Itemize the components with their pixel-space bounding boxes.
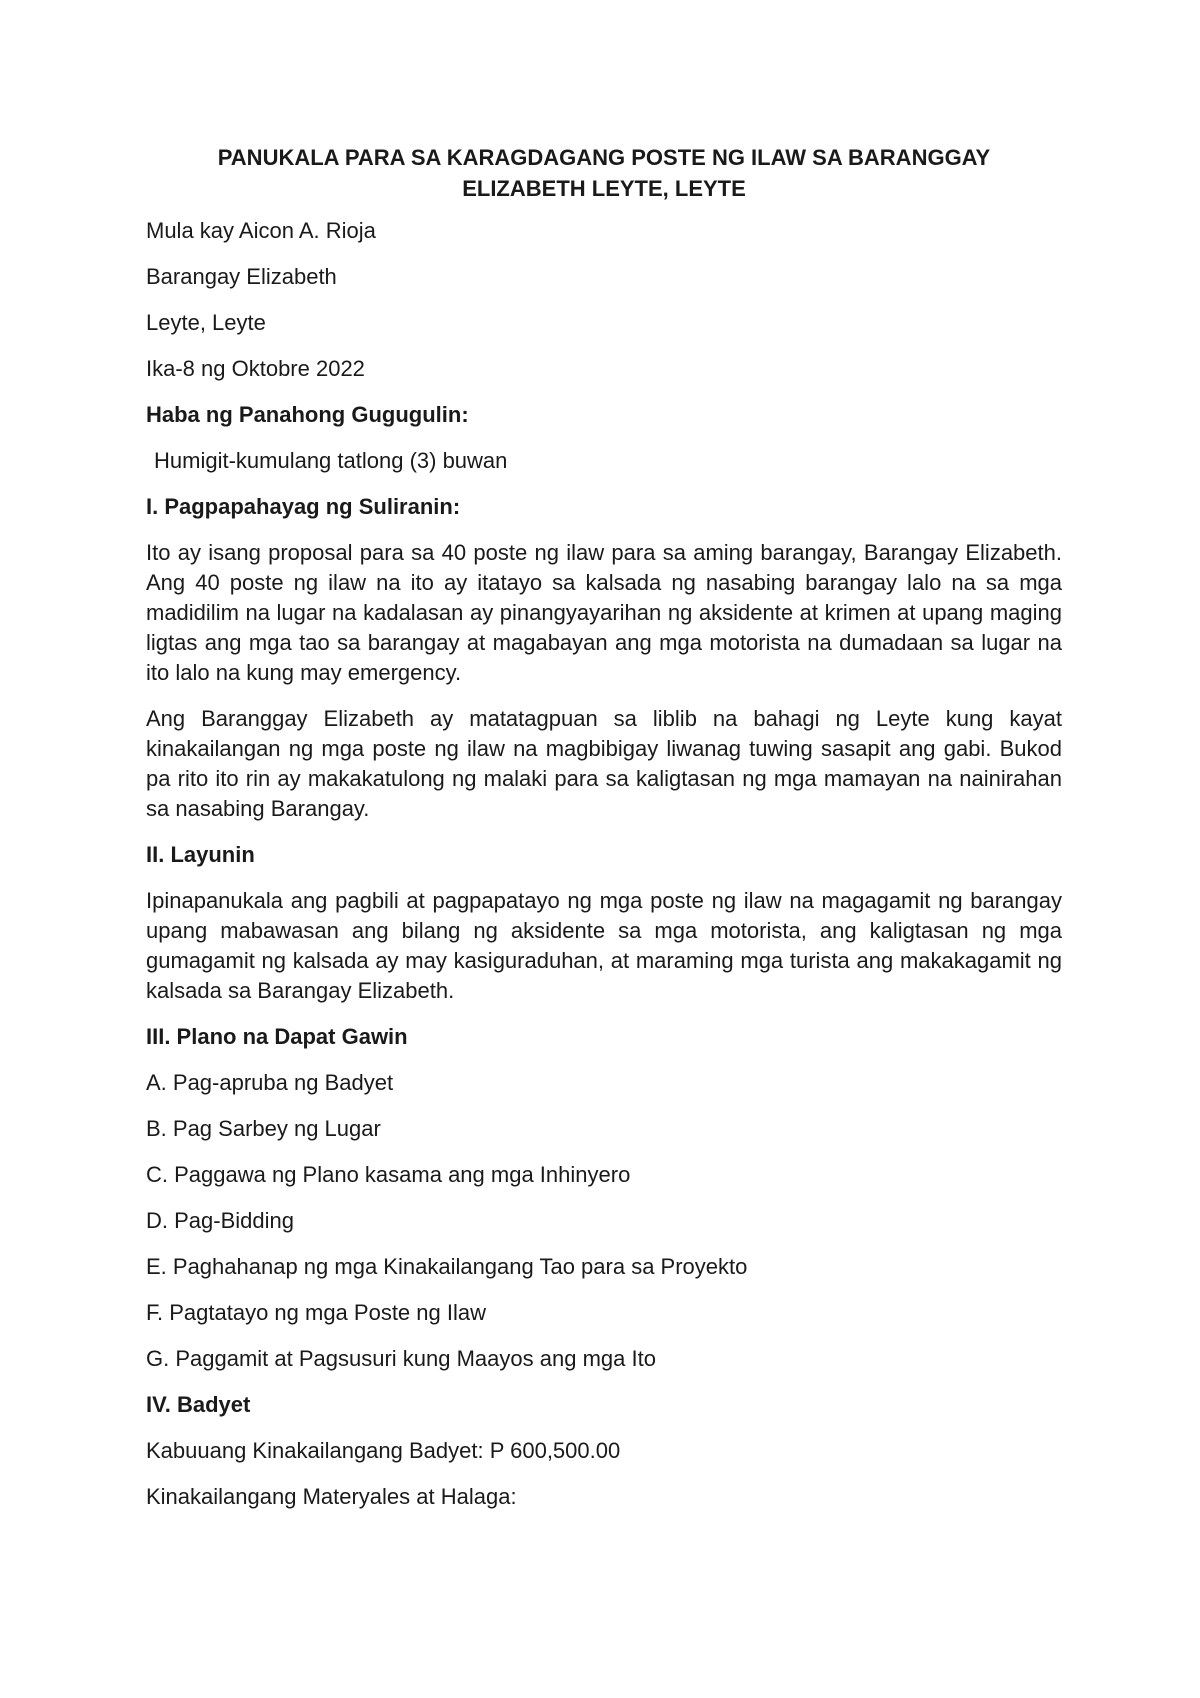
plan-item: D. Pag-Bidding <box>146 1208 294 1233</box>
section-1-heading: I. Pagpapahayag ng Suliranin: <box>146 494 461 519</box>
plan-item: E. Paghahanap ng mga Kinakailangang Tao para sa Proyekto <box>146 1254 748 1279</box>
author-line: Mula kay Aicon A. Rioja <box>146 218 376 243</box>
materials-label: Kinakailangang Materyales at Halaga: <box>146 1484 517 1509</box>
location-line: Leyte, Leyte <box>146 310 266 335</box>
duration-text: Humigit-kumulang tatlong (3) buwan <box>154 448 508 473</box>
plan-list <box>146 1068 1062 1374</box>
date-line: Ika-8 ng Oktobre 2022 <box>146 356 365 381</box>
section-4-heading: IV. Badyet <box>146 1392 251 1417</box>
section-3-heading: III. Plano na Dapat Gawin <box>146 1024 408 1049</box>
section-2-heading: II. Layunin <box>146 842 255 867</box>
document-body <box>146 142 1062 1528</box>
plan-item: C. Paggawa ng Plano kasama ang mga Inhinyero <box>146 1162 631 1187</box>
plan-item: A. Pag-apruba ng Badyet <box>146 1070 394 1095</box>
title-line-1: PANUKALA PARA SA KARAGDAGANG POSTE NG ILAW SA BARANGGAY <box>217 145 991 170</box>
budget-total: Kabuuang Kinakailangang Badyet: P 600,500.00 <box>146 1438 621 1463</box>
document-title <box>146 142 1062 204</box>
barangay-line: Barangay Elizabeth <box>146 264 337 289</box>
plan-item: B. Pag Sarbey ng Lugar <box>146 1116 381 1141</box>
section-2-paragraph-1: Ipinapanukala ang pagbili at pagpapatayo ng mga poste ng ilaw na magagamit ng barangay upang mabawasan ang bilang ng aksidente sa mga motorista, ang kaligtasan ng mga gumagamit ng kalsada ay may kasiguraduhan, at maraming mga turista ang makakagamit ng kalsada sa Barangay Elizabeth. <box>146 888 1062 1003</box>
section-1-paragraph-2: Ang Baranggay Elizabeth ay matatagpuan sa liblib na bahagi ng Leyte kung kayat kinakailangan ng mga poste ng ilaw na magbibigay liwanag tuwing sasapit ang gabi. Bukod pa rito ito rin ay makakatulong ng malaki para sa kaligtasan ng mga mamayan na nainirahan sa nasabing Barangay. <box>146 706 1062 821</box>
plan-item: G. Paggamit at Pagsusuri kung Maayos ang mga Ito <box>146 1346 656 1371</box>
duration-heading: Haba ng Panahong Gugugulin: <box>146 402 469 427</box>
section-1-paragraph-1: Ito ay isang proposal para sa 40 poste ng ilaw para sa aming barangay, Barangay Elizabeth. Ang 40 poste ng ilaw na ito ay itatayo sa kalsada ng nasabing barangay lalo na sa mga madidilim na lugar na kadalasan ay pinangyayarihan ng aksidente at krimen at upang maging ligtas ang mga tao sa barangay at magabayan ang mga motorista na dumadaan sa lugar na ito lalo na kung may emergency. <box>146 540 1062 685</box>
title-line-2: ELIZABETH LEYTE, LEYTE <box>462 176 746 201</box>
plan-item: F. Pagtatayo ng mga Poste ng Ilaw <box>146 1300 486 1325</box>
